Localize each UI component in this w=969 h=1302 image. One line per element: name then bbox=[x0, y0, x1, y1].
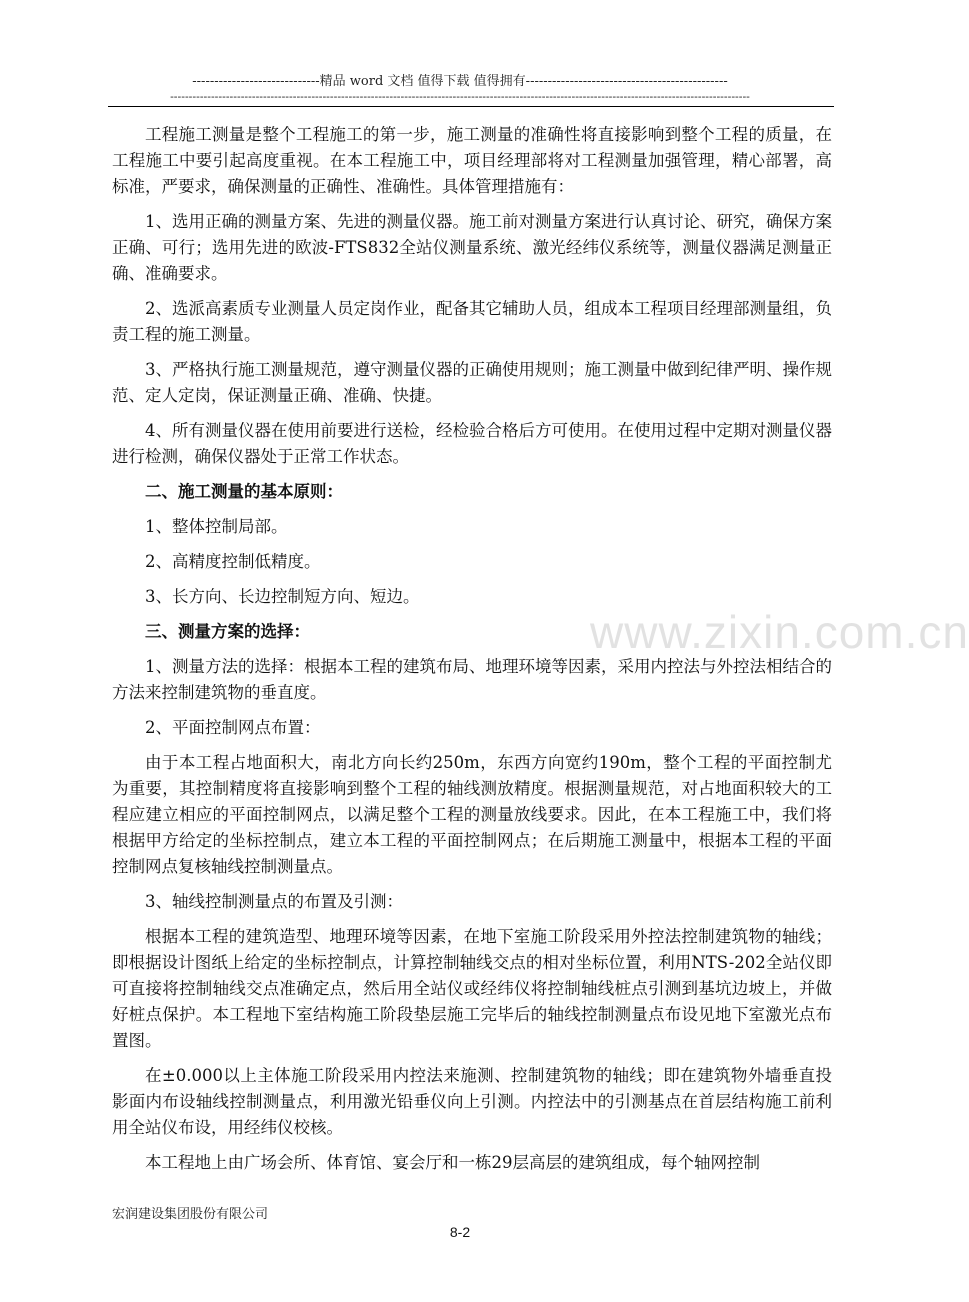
paragraph-text: 根据本工程的建筑造型、地理环境等因素，在地下室施工阶段采用外控法控制建筑物的轴线；即根据设计图纸上给定的坐标控制点，计算控制轴线交点的相对坐标位置，利用NTS-202全站仪即可直接将控制轴线交点准确定点，然后用全站仪或经纬仪将控制轴线桩点引测到基坑边坡上，并做好桩点保护。本工程地下室结构施工阶段垫层施工完毕后的轴线控制测量点布设见地下室激光点布置图。 bbox=[112, 927, 832, 1050]
paragraph-text: 在±0.000以上主体施工阶段采用内控法来施测、控制建筑物的轴线；即在建筑物外墙垂直投影面内布设轴线控制测量点，利用激光铅垂仪向上引测。内控法中的引测基点在首层结构施工前利用全站仪布设，用经纬仪校核。 bbox=[112, 1066, 832, 1137]
watermark: www.zixin.com.cn bbox=[590, 606, 969, 658]
paragraph-item: 2、高精度控制低精度。 bbox=[145, 552, 321, 571]
page-header-dashes: ------------------------------------------------------------------------------------------------------------------------------------------------------------ bbox=[170, 90, 750, 103]
document-body bbox=[112, 122, 832, 1185]
paragraph-item: 3、长方向、长边控制短方向、短边。 bbox=[145, 587, 420, 606]
section-heading: 二、施工测量的基本原则： bbox=[145, 482, 343, 501]
paragraph-item: 3、轴线控制测量点的布置及引测： bbox=[145, 892, 403, 911]
header-rule bbox=[108, 106, 834, 107]
page-number: 8-2 bbox=[449, 1224, 471, 1240]
paragraph-text: 本工程地上由广场会所、体育馆、宴会厅和一栋29层高层的建筑组成，每个轴网控制 bbox=[145, 1153, 760, 1172]
paragraph-item: 1、测量方法的选择：根据本工程的建筑布局、地理环境等因素，采用内控法与外控法相结合的方法来控制建筑物的垂直度。 bbox=[112, 657, 832, 702]
paragraph-text: 由于本工程占地面积大，南北方向长约250m，东西方向宽约190m，整个工程的平面控制尤为重要，其控制精度将直接影响到整个工程的轴线测放精度。根据测量规范，对占地面积较大的工程应建立相应的平面控制网点，以满足整个工程的测量放线要求。因此，在本工程施工中，我们将根据甲方给定的坐标控制点，建立本工程的平面控制网点；在后期施工测量中，根据本工程的平面控制网点复核轴线控制测量点。 bbox=[112, 753, 832, 876]
paragraph-intro: 工程施工测量是整个工程施工的第一步，施工测量的准确性将直接影响到整个工程的质量，在工程施工中要引起高度重视。在本工程施工中，项目经理部将对工程测量加强管理，精心部署，高标准，严要求，确保测量的正确性、准确性。具体管理措施有： bbox=[112, 125, 832, 196]
paragraph-item: 3、严格执行施工测量规范，遵守测量仪器的正确使用规则；施工测量中做到纪律严明、操作规范、定人定岗，保证测量正确、准确、快捷。 bbox=[112, 360, 832, 405]
paragraph-item: 4、所有测量仪器在使用前要进行送检，经检验合格后方可使用。在使用过程中定期对测量仪器进行检测，确保仪器处于正常工作状态。 bbox=[112, 421, 832, 466]
section-heading: 三、测量方案的选择： bbox=[145, 622, 310, 641]
paragraph-item: 1、整体控制局部。 bbox=[145, 517, 288, 536]
page-header: -----------------------------精品 word 文档 值得下载 值得拥有---------------------------------------------- bbox=[192, 74, 728, 89]
paragraph-item: 1、选用正确的测量方案、先进的测量仪器。施工前对测量方案进行认真讨论、研究，确保方案正确、可行；选用先进的欧波-FTS832全站仪测量系统、激光经纬仪系统等，测量仪器满足测量正确、准确要求。 bbox=[112, 212, 832, 283]
paragraph-item: 2、平面控制网点布置： bbox=[145, 718, 321, 737]
paragraph-item: 2、选派高素质专业测量人员定岗作业，配备其它辅助人员，组成本工程项目经理部测量组，负责工程的施工测量。 bbox=[112, 299, 832, 344]
footer-company: 宏润建设集团股份有限公司 bbox=[112, 1207, 269, 1222]
